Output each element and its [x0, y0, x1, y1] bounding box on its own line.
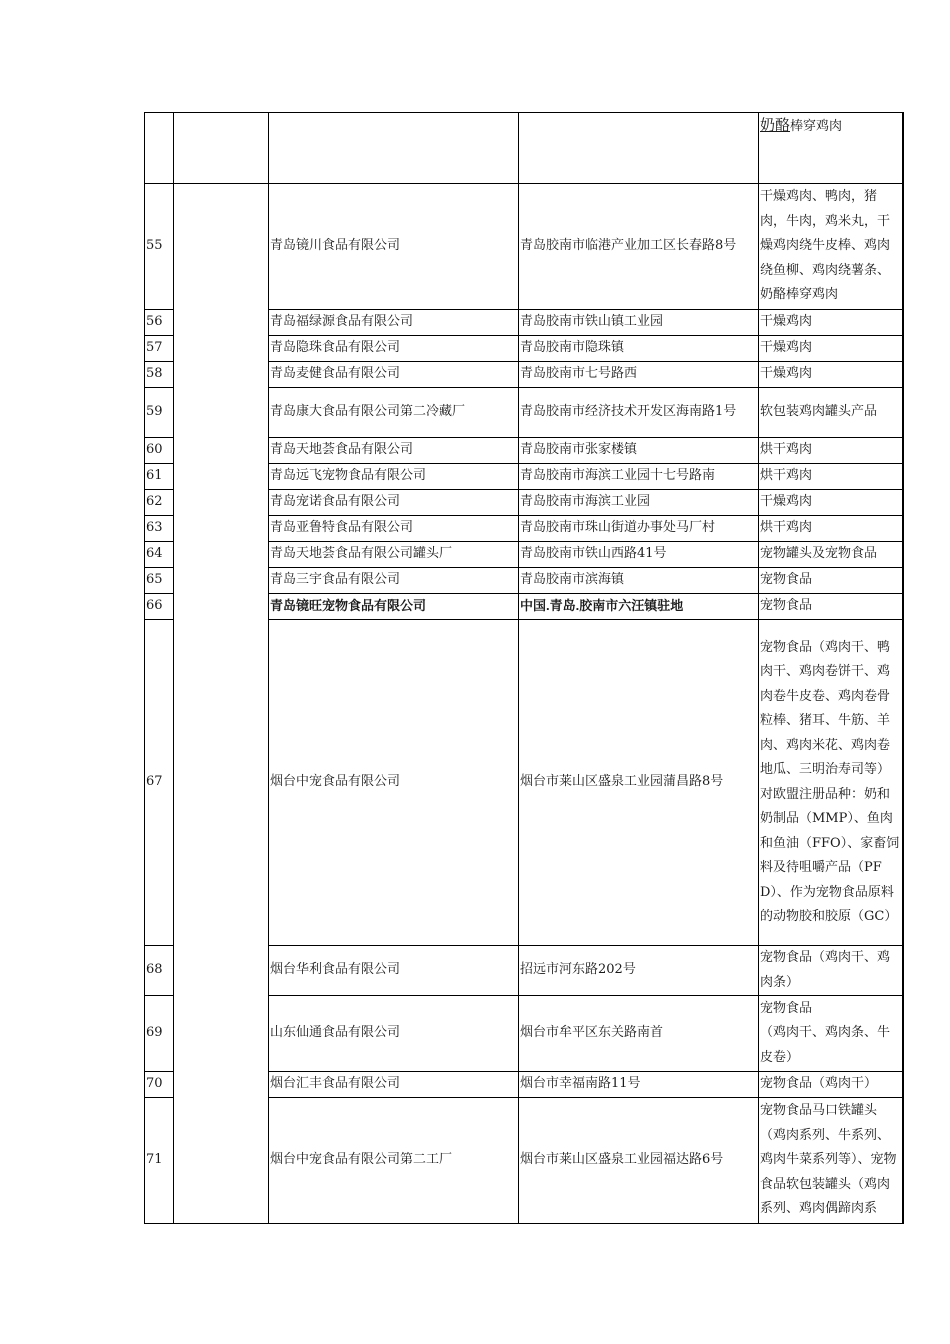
row-number: 63	[145, 516, 174, 542]
product-list: 烘干鸡肉	[759, 438, 903, 464]
company-name: 青岛麦健食品有限公司	[269, 362, 519, 388]
product-list: 干燥鸡肉	[759, 336, 903, 362]
row-number: 67	[145, 620, 174, 946]
company-address: 青岛胶南市滨海镇	[519, 568, 759, 594]
row-number: 65	[145, 568, 174, 594]
company-name: 青岛天地荟食品有限公司罐头厂	[269, 542, 519, 568]
product-list: 干燥鸡肉	[759, 362, 903, 388]
row-number: 60	[145, 438, 174, 464]
table-row	[145, 184, 903, 310]
company-address: 烟台市幸福南路11号	[519, 1072, 759, 1098]
product-list: 干燥鸡肉、鸭肉，猪肉，牛肉，鸡米丸，干燥鸡肉绕牛皮棒、鸡肉绕鱼柳、鸡肉绕薯条、奶酪棒穿鸡肉	[759, 184, 903, 310]
product-list: 宠物食品	[759, 568, 903, 594]
product-list: 软包装鸡肉罐头产品	[759, 388, 903, 438]
product-line: （鸡肉干、鸡肉条、牛皮卷）	[760, 1025, 891, 1065]
company-address: 青岛胶南市临港产业加工区长春路8号	[519, 184, 759, 310]
registration-table	[144, 112, 904, 1224]
company-name: 青岛三宇食品有限公司	[269, 568, 519, 594]
company-address: 中国.青岛.胶南市六汪镇驻地	[519, 594, 759, 620]
company-address: 青岛胶南市经济技术开发区海南路1号	[519, 388, 759, 438]
company-name: 青岛远飞宠物食品有限公司	[269, 464, 519, 490]
product-list: 宠物罐头及宠物食品	[759, 542, 903, 568]
company-address: 烟台市莱山区盛泉工业园蒲昌路8号	[519, 620, 759, 946]
company-address: 青岛胶南市铁山西路41号	[519, 542, 759, 568]
company-name: 青岛亚鲁特食品有限公司	[269, 516, 519, 542]
row-number: 64	[145, 542, 174, 568]
company-name: 烟台中宠食品有限公司第二工厂	[269, 1098, 519, 1224]
company-address: 青岛胶南市七号路西	[519, 362, 759, 388]
table-row	[145, 113, 903, 184]
product-list: 干燥鸡肉	[759, 490, 903, 516]
product-line: 宠物食品	[760, 1000, 813, 1016]
row-number: 57	[145, 336, 174, 362]
company-name: 烟台中宠食品有限公司	[269, 620, 519, 946]
row-number: 71	[145, 1098, 174, 1224]
product-list: 烘干鸡肉	[759, 464, 903, 490]
row-number: 68	[145, 946, 174, 996]
product-list: 宠物食品（鸡肉干、鸡肉条）	[759, 946, 903, 996]
product-list: 宠物食品（鸡肉干）	[759, 1072, 903, 1098]
row-number: 69	[145, 996, 174, 1072]
company-name: 青岛宠诺食品有限公司	[269, 490, 519, 516]
company-name: 青岛康大食品有限公司第二冷藏厂	[269, 388, 519, 438]
company-address: 烟台市莱山区盛泉工业园福达路6号	[519, 1098, 759, 1224]
company-address: 招远市河东路202号	[519, 946, 759, 996]
company-name: 青岛福绿源食品有限公司	[269, 310, 519, 336]
row-number: 55	[145, 184, 174, 310]
row-number: 62	[145, 490, 174, 516]
company-cell	[269, 113, 519, 184]
company-name: 山东仙通食品有限公司	[269, 996, 519, 1072]
company-name: 青岛天地荟食品有限公司	[269, 438, 519, 464]
company-name: 青岛镜川食品有限公司	[269, 184, 519, 310]
product-list: 宠物食品（鸡肉干、鸭肉干、鸡肉卷饼干、鸡肉卷牛皮卷、鸡肉卷骨粒棒、猪耳、牛筋、羊肉、鸡肉米花、鸡肉卷地瓜、三明治寿司等）对欧盟注册品种：奶和奶制品（MMP）、鱼肉和鱼油（FFO）、家畜饲料及待咀嚼产品（PFD）、作为宠物食品原料的动物胶和胶原（GC）	[759, 620, 903, 946]
row-number: 66	[145, 594, 174, 620]
product-list: 宠物食品马口铁罐头（鸡肉系列、牛系列、鸡肉牛菜系列等）、宠物食品软包装罐头（鸡肉系列、鸡肉偶蹄肉系	[759, 1098, 903, 1224]
company-address: 烟台市牟平区东关路南首	[519, 996, 759, 1072]
product-suffix: 棒穿鸡肉	[790, 119, 843, 134]
product-list	[759, 996, 903, 1072]
company-address: 青岛胶南市张家楼镇	[519, 438, 759, 464]
company-name: 青岛隐珠食品有限公司	[269, 336, 519, 362]
company-name: 烟台汇丰食品有限公司	[269, 1072, 519, 1098]
product-list: 烘干鸡肉	[759, 516, 903, 542]
company-address: 青岛胶南市海滨工业园十七号路南	[519, 464, 759, 490]
region-cell	[174, 184, 269, 1224]
product-prefix: 奶酪	[760, 116, 791, 134]
company-address: 青岛胶南市珠山街道办事处马厂村	[519, 516, 759, 542]
company-name: 烟台华利食品有限公司	[269, 946, 519, 996]
company-address: 青岛胶南市铁山镇工业园	[519, 310, 759, 336]
company-address: 青岛胶南市隐珠镇	[519, 336, 759, 362]
company-address: 青岛胶南市海滨工业园	[519, 490, 759, 516]
row-number: 70	[145, 1072, 174, 1098]
product-list: 干燥鸡肉	[759, 310, 903, 336]
row-number: 61	[145, 464, 174, 490]
region-cell	[174, 113, 269, 184]
product-cell	[759, 113, 903, 184]
row-number-cell	[145, 113, 174, 184]
row-number: 56	[145, 310, 174, 336]
row-number: 58	[145, 362, 174, 388]
address-cell	[519, 113, 759, 184]
product-list: 宠物食品	[759, 594, 903, 620]
row-number: 59	[145, 388, 174, 438]
company-name: 青岛镜旺宠物食品有限公司	[269, 594, 519, 620]
